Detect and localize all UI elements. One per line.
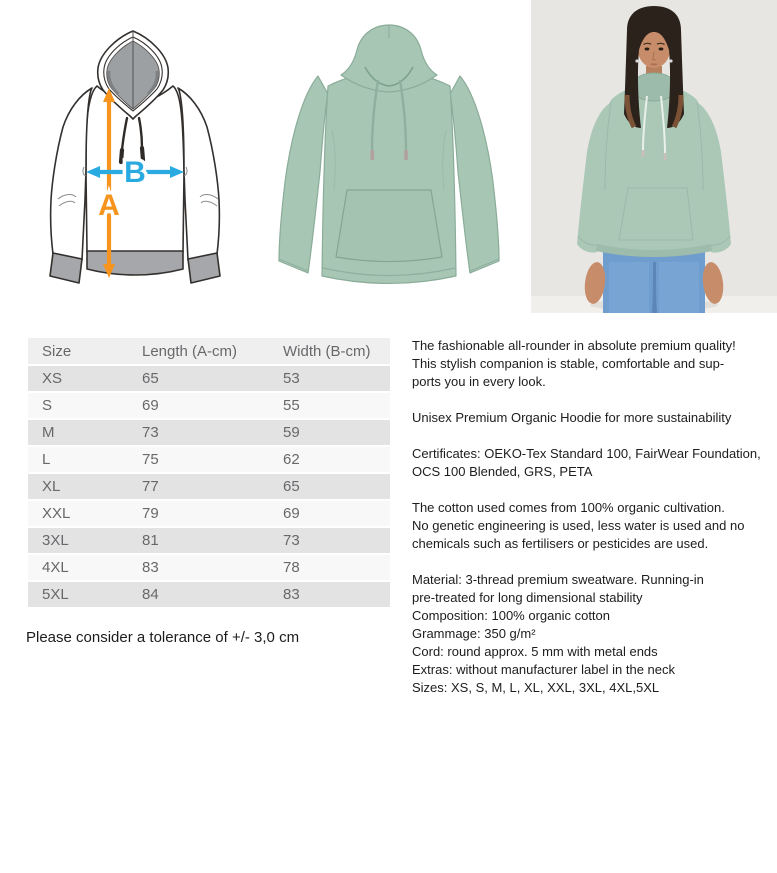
length-cell: 65 [128, 365, 269, 392]
left-cuff [50, 253, 82, 283]
description-line: Unisex Premium Organic Hoodie for more sustainability [412, 410, 732, 425]
size-table-row [28, 419, 390, 446]
table-header-row [28, 338, 390, 365]
width-cell: 73 [269, 527, 390, 554]
size-cell: XL [28, 473, 128, 500]
width-cell: 62 [269, 446, 390, 473]
width-cell: 59 [269, 419, 390, 446]
description-line: No genetic engineering is used, less water is used and no [412, 518, 745, 533]
right-sleeve [178, 88, 219, 260]
hoodie-flat-photo [262, 10, 516, 306]
width-cell: 53 [269, 365, 390, 392]
size-cell: S [28, 392, 128, 419]
width-cell: 78 [269, 554, 390, 581]
description-line: Certificates: OEKO-Tex Standard 100, FairWear Foundation, [412, 446, 761, 461]
left-earring [635, 59, 638, 62]
description-line: Grammage: 350 g/m² [412, 626, 536, 641]
description-line: ports you in every look. [412, 374, 546, 389]
right-cuff [188, 253, 220, 283]
size-table-row [28, 446, 390, 473]
length-cell: 84 [128, 581, 269, 608]
length-cell: 83 [128, 554, 269, 581]
label-a: A [98, 189, 120, 222]
size-table-row [28, 581, 390, 608]
jeans-wash [659, 262, 699, 313]
width-cell: 55 [269, 392, 390, 419]
drawstring-aglet [642, 150, 645, 157]
description-line: pre-treated for long dimensional stability [412, 590, 643, 605]
length-cell: 73 [128, 419, 269, 446]
size-table-row [28, 554, 390, 581]
kangaroo-pocket [336, 190, 442, 262]
drawstring-aglet [404, 150, 408, 160]
size-cell: L [28, 446, 128, 473]
drawstring-aglet [371, 150, 375, 160]
right-earring [669, 59, 672, 62]
right-eye [659, 48, 664, 51]
hoodie-measurement-diagram [42, 24, 234, 286]
description-line [412, 391, 761, 409]
size-table-row [28, 527, 390, 554]
left-eye [645, 48, 650, 51]
description-line [412, 481, 761, 499]
hem-band [87, 251, 183, 275]
description-line: Material: 3-thread premium sweatware. Running-in [412, 572, 704, 587]
model-photo [531, 0, 777, 313]
width-cell: 69 [269, 500, 390, 527]
description-line: Composition: 100% organic cotton [412, 608, 611, 623]
size-cell: 3XL [28, 527, 128, 554]
left-sleeve [51, 88, 92, 260]
description-line: This stylish companion is stable, comfortable and sup- [412, 356, 725, 371]
description-line: The cotton used comes from 100% organic cultivation. [412, 500, 725, 515]
col-header-size: Size [28, 338, 128, 365]
width-cell: 65 [269, 473, 390, 500]
size-table-row [28, 500, 390, 527]
width-cell: 83 [269, 581, 390, 608]
length-cell: 69 [128, 392, 269, 419]
label-b: B [124, 156, 146, 189]
description-line: chemicals such as fertilisers or pesticides are used. [412, 536, 709, 551]
length-cell: 77 [128, 473, 269, 500]
size-table [28, 338, 390, 609]
size-table-row [28, 392, 390, 419]
size-table-row [28, 473, 390, 500]
size-table-row [28, 365, 390, 392]
left-sleeve [279, 76, 328, 273]
description-line [412, 427, 761, 445]
description-line: OCS 100 Blended, GRS, PETA [412, 464, 593, 479]
description-line: Sizes: XS, S, M, L, XL, XXL, 3XL, 4XL,5XL [412, 680, 660, 695]
right-sleeve [450, 76, 499, 273]
product-description [412, 337, 761, 697]
tolerance-note: Please consider a tolerance of +/- 3,0 cm [26, 629, 300, 646]
size-cell: XS [28, 365, 128, 392]
col-header-length: Length (A-cm) [128, 338, 269, 365]
length-cell: 81 [128, 527, 269, 554]
jeans-wash [609, 262, 649, 313]
description-line: Cord: round approx. 5 mm with metal ends [412, 644, 658, 659]
description-line: Extras: without manufacturer label in the neck [412, 662, 676, 677]
size-cell: 4XL [28, 554, 128, 581]
description-line: The fashionable all-rounder in absolute premium quality! [412, 338, 736, 353]
size-cell: XXL [28, 500, 128, 527]
size-cell: 5XL [28, 581, 128, 608]
size-cell: M [28, 419, 128, 446]
length-cell: 79 [128, 500, 269, 527]
body [596, 85, 712, 256]
length-cell: 75 [128, 446, 269, 473]
col-header-width: Width (B-cm) [269, 338, 390, 365]
drawstring-aglet [664, 153, 667, 160]
description-line [412, 553, 761, 571]
